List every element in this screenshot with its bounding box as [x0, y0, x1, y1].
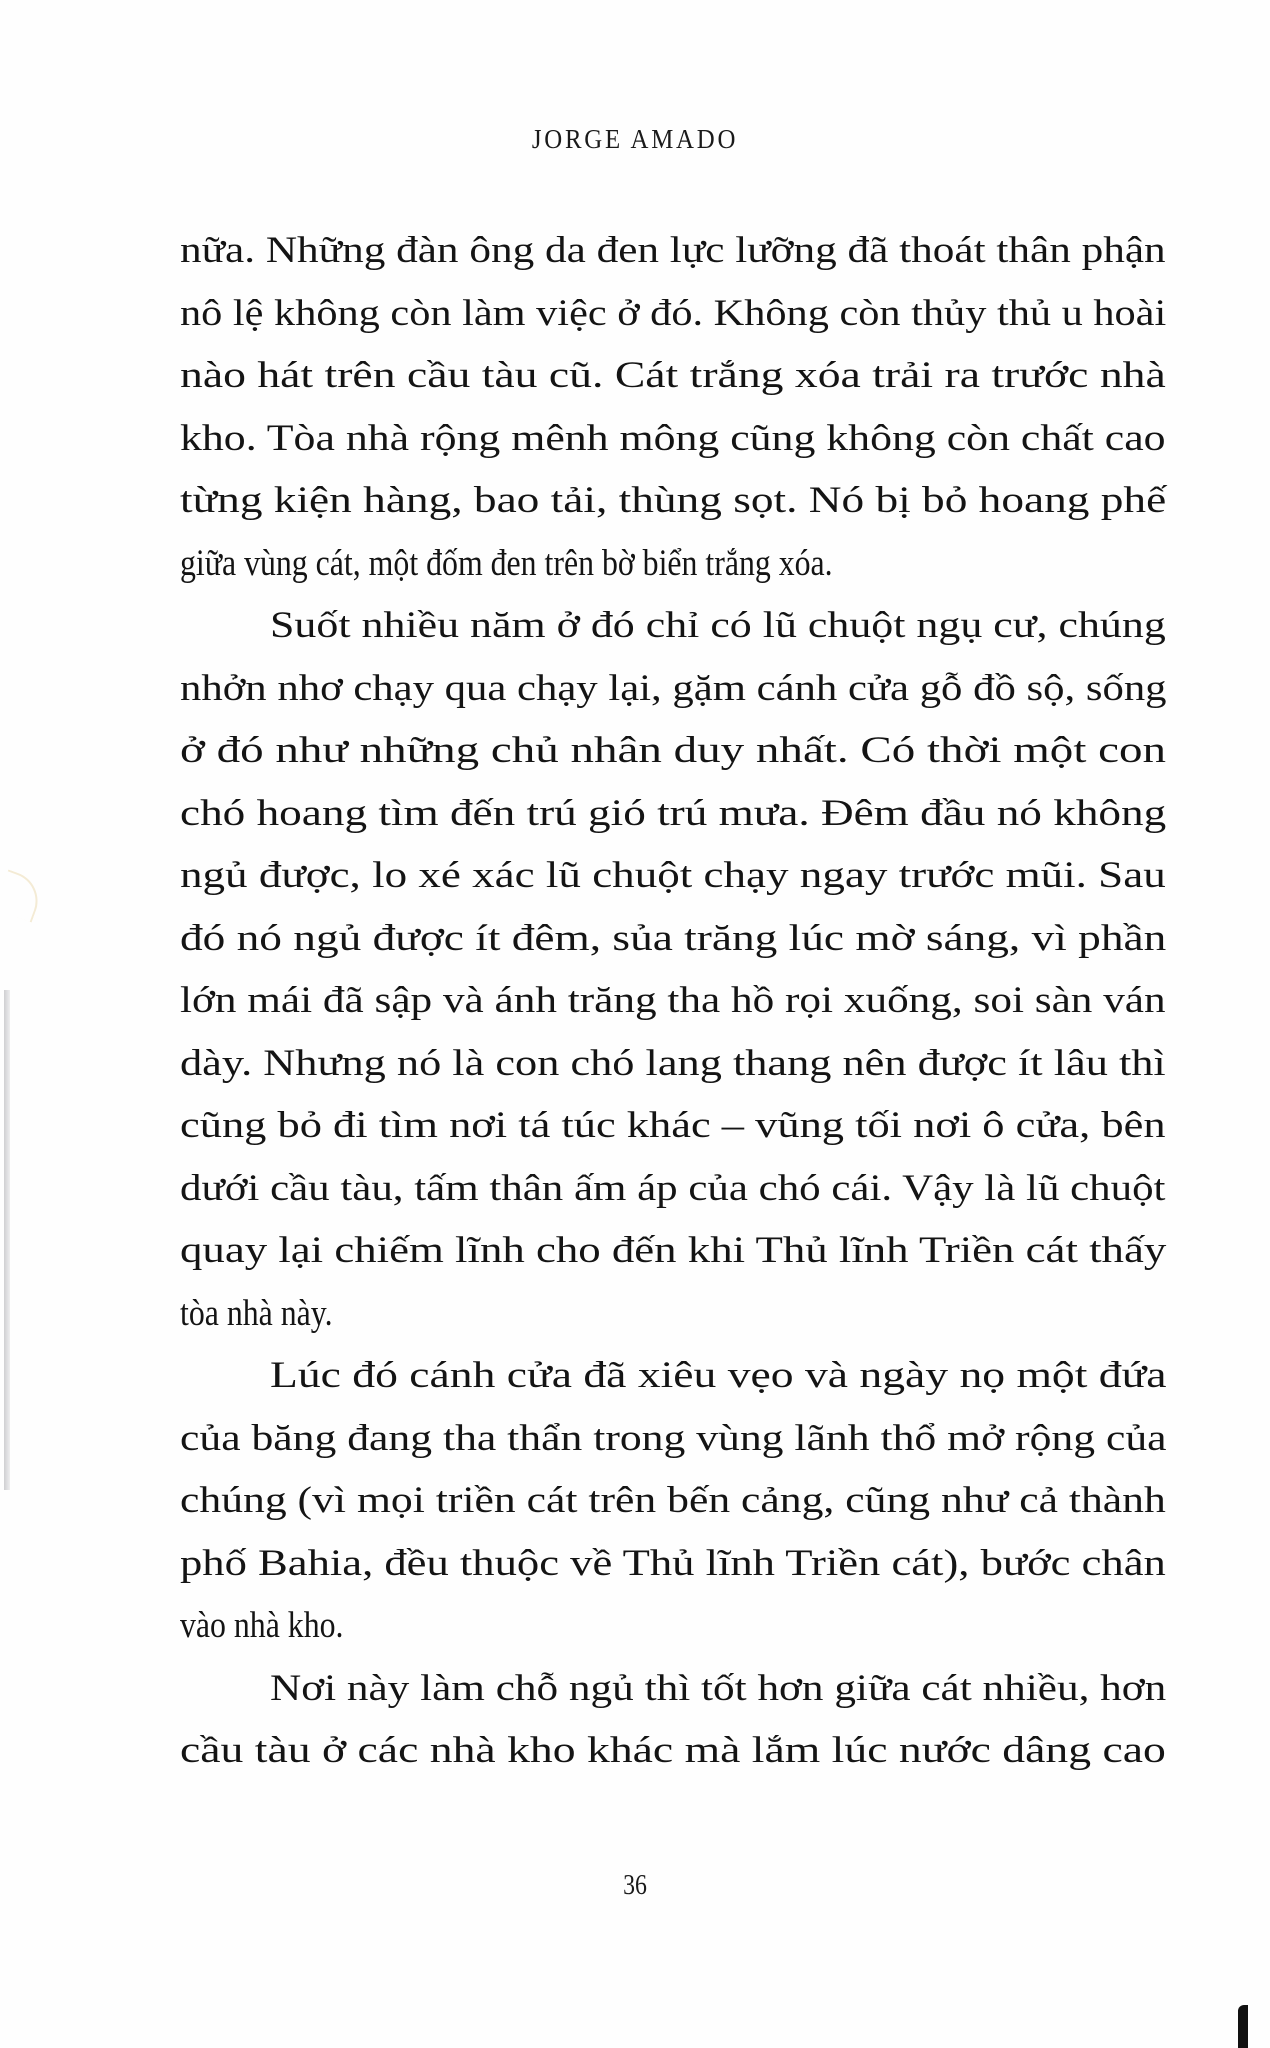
text-line: nô lệ không còn làm việc ở đó. Không còn thủy thủ u hoài: [180, 292, 1167, 334]
text-line: kho. Tòa nhà rộng mênh mông cũng không còn chất cao: [180, 417, 1166, 459]
text-line: ở đó như những chủ nhân duy nhất. Có thời một con: [180, 730, 1167, 771]
text-line: nhởn nhơ chạy qua chạy lại, gặm cánh cửa gỗ đồ sộ, sống: [180, 667, 1167, 709]
text-line: dưới cầu tàu, tấm thân ấm áp của chó cái. Vậy là lũ chuột: [180, 1167, 1166, 1209]
text-line: chó hoang tìm đến trú gió trú mưa. Đêm đầu nó không: [180, 792, 1167, 834]
page-stain-mark: [0, 869, 46, 922]
text-line: nữa. Những đàn ông da đen lực lưỡng đã thoát thân phận: [180, 230, 1166, 271]
text-line: của băng đang tha thẩn trong vùng lãnh thổ mở rộng của: [180, 1417, 1167, 1459]
text-line: vào nhà kho.: [180, 1605, 344, 1646]
text-line: quay lại chiếm lĩnh cho đến khi Thủ lĩnh Triền cát thấy: [180, 1230, 1167, 1271]
page-number: 36: [623, 1870, 647, 1901]
text-line: giữa vùng cát, một đốm đen trên bờ biển trắng xóa.: [180, 542, 833, 584]
page-corner-clip: [1238, 2005, 1248, 2048]
paragraph-start-line: Suốt nhiều năm ở đó chỉ có lũ chuột ngụ cư, chúng: [270, 605, 1166, 646]
text-line: phố Bahia, đều thuộc về Thủ lĩnh Triền cát), bước chân: [180, 1542, 1166, 1584]
text-line: cầu tàu ở các nhà kho khác mà lắm lúc nước dâng cao: [180, 1730, 1166, 1771]
body-text: [180, 220, 1166, 1783]
text-line: ngủ được, lo xé xác lũ chuột chạy ngay trước mũi. Sau: [180, 855, 1166, 896]
page-edge-shadow: [4, 990, 10, 1490]
text-line: cũng bỏ đi tìm nơi tá túc khác – vũng tối nơi ô cửa, bên: [180, 1105, 1166, 1146]
running-head: JORGE AMADO: [531, 124, 739, 154]
text-line: lớn mái đã sập và ánh trăng tha hồ rọi xuống, soi sàn ván: [180, 980, 1166, 1021]
text-line: nào hát trên cầu tàu cũ. Cát trắng xóa trải ra trước nhà: [180, 355, 1166, 396]
text-line: dày. Nhưng nó là con chó lang thang nên được ít lâu thì: [180, 1042, 1166, 1084]
text-line: đó nó ngủ được ít đêm, sủa trăng lúc mờ sáng, vì phần: [180, 917, 1167, 959]
text-line: từng kiện hàng, bao tải, thùng sọt. Nó bị bỏ hoang phế: [180, 480, 1167, 521]
text-line: chúng (vì mọi triền cát trên bến cảng, cũng như cả thành: [180, 1480, 1166, 1521]
paragraph-start-line: Nơi này làm chỗ ngủ thì tốt hơn giữa cát nhiều, hơn: [270, 1667, 1167, 1709]
text-line: tòa nhà này.: [180, 1292, 333, 1334]
paragraph-start-line: Lúc đó cánh cửa đã xiêu vẹo và ngày nọ một đứa: [270, 1355, 1167, 1396]
